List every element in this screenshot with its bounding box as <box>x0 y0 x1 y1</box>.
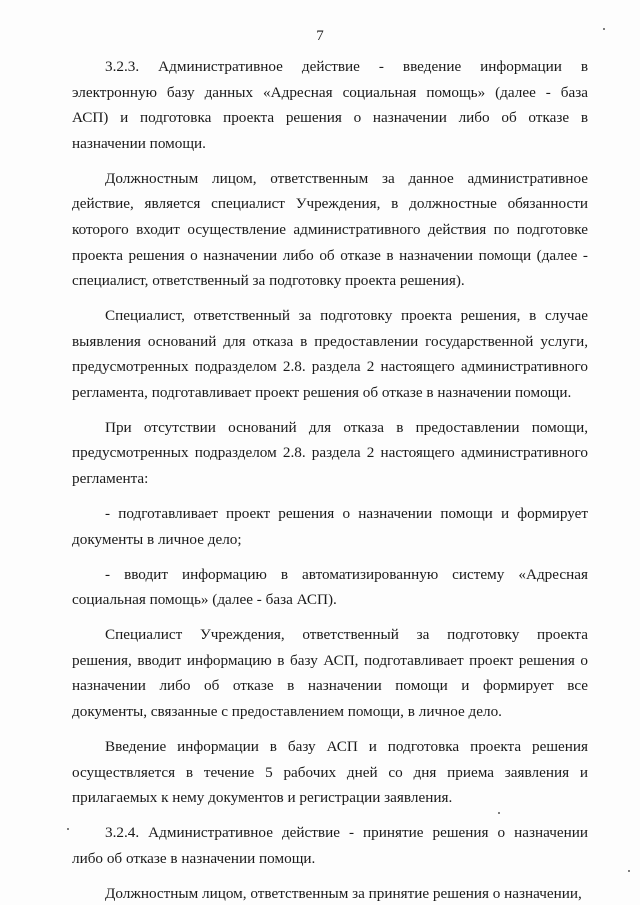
paragraph-9-line: 3.2.4. Административное действие - принятие решения о назначении <box>105 824 588 842</box>
paragraph-3-line: Специалист, ответственный за подготовку проекта решения, в случае <box>105 307 588 325</box>
paragraph-gap <box>72 725 588 734</box>
paragraph-4-line: При отсутствии оснований для отказа в предоставлении помощи, <box>105 418 588 436</box>
paragraph-7-line: документы, связанные с предоставлением помощи, в личное дело. <box>72 703 502 720</box>
paragraph-2-line: Должностным лицом, ответственным за данное административное <box>105 169 588 187</box>
paragraph-3-line: предусмотренных подразделом 2.8. раздела 2 настоящего административного <box>72 358 588 376</box>
paragraph-4-line: регламента: <box>72 470 149 488</box>
paragraph-2-line: специалист, ответственный за подготовку проекта решения). <box>72 272 465 290</box>
paragraph-7-line: решения, вводит информацию в базу АСП, подготавливает проект решения о <box>72 651 588 669</box>
paragraph-2-line: действие, является специалист Учреждения, в должностные обязанности <box>72 195 588 213</box>
paragraph-4-line: предусмотренных подразделом 2.8. раздела 2 настоящего административного <box>72 444 588 462</box>
paragraph-10-line: Должностным лицом, ответственным за принятие решения о назначении, <box>105 884 582 902</box>
paragraph-gap <box>72 156 588 165</box>
document-body <box>72 54 588 906</box>
scan-speck <box>67 828 69 830</box>
paragraph-7-line: Специалист Учреждения, ответственный за подготовку проекта <box>105 626 588 644</box>
scan-speck <box>603 28 605 30</box>
paragraph-gap <box>72 613 588 622</box>
paragraph-gap <box>72 406 588 415</box>
paragraph-5-line: - подготавливает проект решения о назначении помощи и формирует <box>105 505 588 523</box>
paragraph-3-line: регламента, подготавливает проект решения об отказе в назначении помощи. <box>72 383 572 401</box>
paragraph-gap <box>72 871 588 880</box>
scan-speck <box>628 870 630 872</box>
paragraph-2-line: которого входит осуществление административного действия по подготовке <box>72 220 588 238</box>
paragraph-1-line: электронную базу данных «Адресная социальная помощь» (далее - база <box>72 83 588 101</box>
scan-speck <box>498 812 500 814</box>
paragraph-1-line: 3.2.3. Административное действие - введение информации в <box>105 58 588 75</box>
paragraph-8-line: Введение информации в базу АСП и подготовка проекта решения <box>105 737 588 755</box>
paragraph-gap <box>72 811 588 820</box>
paragraph-gap <box>72 552 588 561</box>
paragraph-8-line: осуществляется в течение 5 рабочих дней со дня приема заявления и <box>72 763 588 781</box>
paragraph-1-line: АСП) и подготовка проекта решения о назначении либо об отказе в <box>72 109 588 127</box>
paragraph-3-line: выявления оснований для отказа в предоставлении государственной услуги, <box>72 332 588 350</box>
paragraph-1-line: назначении помощи. <box>72 134 206 152</box>
paragraph-8-line: прилагаемых к нему документов и регистрации заявления. <box>72 789 453 807</box>
paragraph-2-line: проекта решения о назначении либо об отказе в назначении помощи (далее - <box>72 246 588 264</box>
paragraph-9-line: либо об отказе в назначении помощи. <box>72 849 316 867</box>
page-number: 7 <box>316 28 324 44</box>
paragraph-7-line: назначении либо об отказе в назначении помощи и формирует все <box>72 677 588 695</box>
paragraph-6-line: социальная помощь» (далее - база АСП). <box>72 591 337 609</box>
paragraph-5-line: документы в личное дело; <box>72 530 242 548</box>
paragraph-gap <box>72 492 588 501</box>
paragraph-gap <box>72 294 588 303</box>
paragraph-6-line: - вводит информацию в автоматизированную систему «Адресная <box>105 565 588 583</box>
